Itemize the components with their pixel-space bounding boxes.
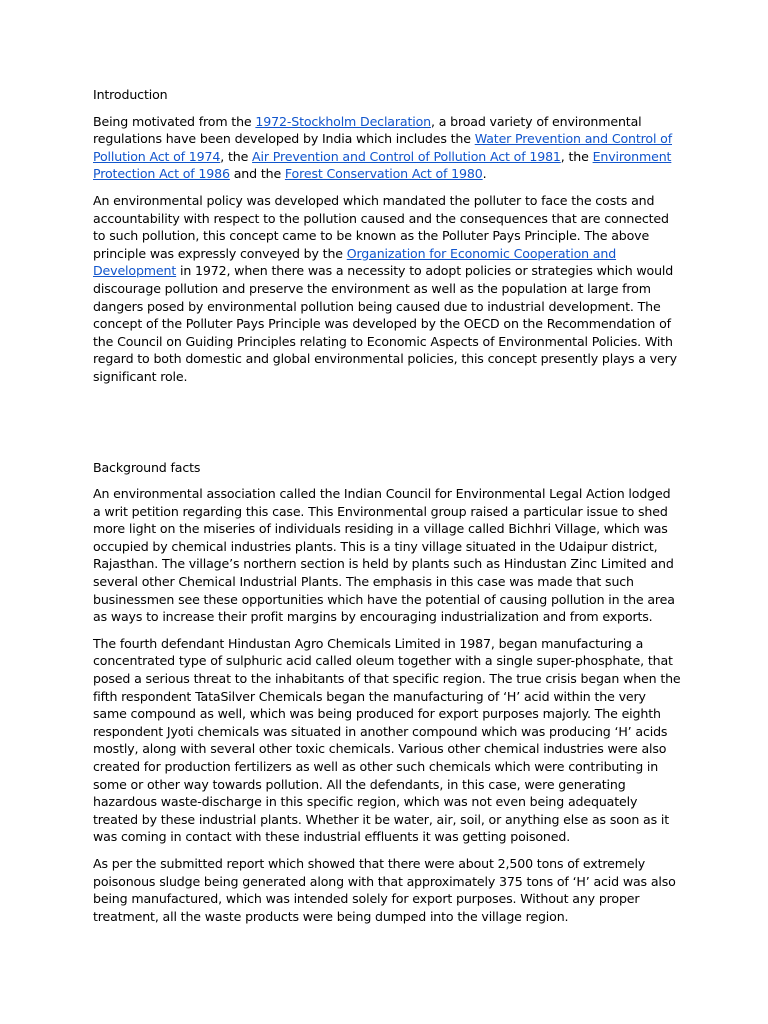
environment-protection-act-link[interactable]: Environment Protection Act of 1986 [93, 148, 672, 182]
document-page [93, 86, 681, 934]
intro-p1-text-5: and the [229, 166, 285, 182]
air-act-link[interactable]: Air Prevention and Control of Pollution Act of 1981 [252, 148, 561, 164]
water-act-link[interactable]: Water Prevention and Control of Pollution Act of 1974 [93, 131, 672, 164]
intro-p2-text-1: An environmental policy was developed which mandated the polluter to face the costs and accountability with respect to the pollution caused and the consequences that are connected to such pollution, this concept came to be known as the Polluter Pays Principle. The above principle was expressly conveyed by the [93, 192, 669, 261]
section-spacer [93, 395, 681, 459]
background-paragraph-1: An environmental association called the Indian Council for Environmental Legal Action lodged a writ petition regarding this case. This Environmental group raised a particular issue to shed more light on the miseries of individuals residing in a village called Bichhri Village, which was occupied by chemical industries plants. This is a tiny village situated in the Udaipur district, Rajasthan. The village’s northern section is held by plants such as Hindustan Zinc Limited and several other Chemical Industrial Plants. The emphasis in this case was made that such businessmen see these opportunities which have the potential of causing pollution in the area as ways to increase their profit margins by encouraging industrialization and from exports. [93, 486, 675, 625]
intro-p1-text-4: , the [560, 148, 593, 164]
introduction-paragraph-1 [93, 113, 681, 183]
intro-p1-text-1: Being motivated from the [93, 113, 256, 129]
intro-p1-text-6: . [482, 166, 487, 182]
intro-p1-text-2: , a broad variety of environmental regulations have been developed by India which includes the [93, 113, 642, 147]
introduction-heading: Introduction [93, 87, 168, 102]
introduction-paragraph-2 [93, 192, 681, 386]
stockholm-declaration-link[interactable]: 1972-Stockholm Declaration [255, 113, 431, 129]
background-paragraph-2: The fourth defendant Hindustan Agro Chemicals Limited in 1987, began manufacturing a concentrated type of sulphuric acid called oleum together with a single super-phosphate, that posed a serious threat to the inhabitants of that specific region. The true crisis began when the fifth respondent TataSilver Chemicals began the manufacturing of ‘H’ acid within the very same compound as well, which was being produced for export purposes majorly. The eighth respondent Jyoti chemicals was situated in another compound which was producing ‘H’ acids mostly, along with several other toxic chemicals. Various other chemical industries were also created for production fertilizers as well as other such chemicals which were contributing in some or other way towards pollution. All the defendants, in this case, were generating hazardous waste-discharge in this specific region, which was not even being adequately treated by these industrial plants. Whether it be water, air, soil, or anything else as soon as it was coming in contact with these industrial effluents it was getting poisoned. [93, 635, 681, 845]
background-heading: Background facts [93, 459, 201, 475]
intro-p1-text-3: , the [220, 148, 253, 164]
intro-p2-text-2: in 1972, when there was a necessity to adopt policies or strategies which would discourage pollution and preserve the environment as well as the population at large from dangers posed by environmental pollution being caused due to industrial development. The concept of the Polluter Pays Principle was developed by the OECD on the Recommendation of the Council on Guiding Principles relating to Economic Aspects of Environmental Policies. With regard to both domestic and global environmental policies, this concept presently plays a very significant role. [93, 263, 677, 384]
oecd-link[interactable]: Organization for Economic Cooperation and Development [93, 245, 617, 279]
background-paragraph-3: As per the submitted report which showed that there were about 2,500 tons of extremely poisonous sludge being generated along with that approximately 375 tons of ‘H’ acid was also being manufactured, which was intended solely for export purposes. Without any proper treatment, all the waste products were being dumped into the village region. [93, 855, 676, 924]
forest-conservation-act-link[interactable]: Forest Conservation Act of 1980 [284, 166, 483, 182]
